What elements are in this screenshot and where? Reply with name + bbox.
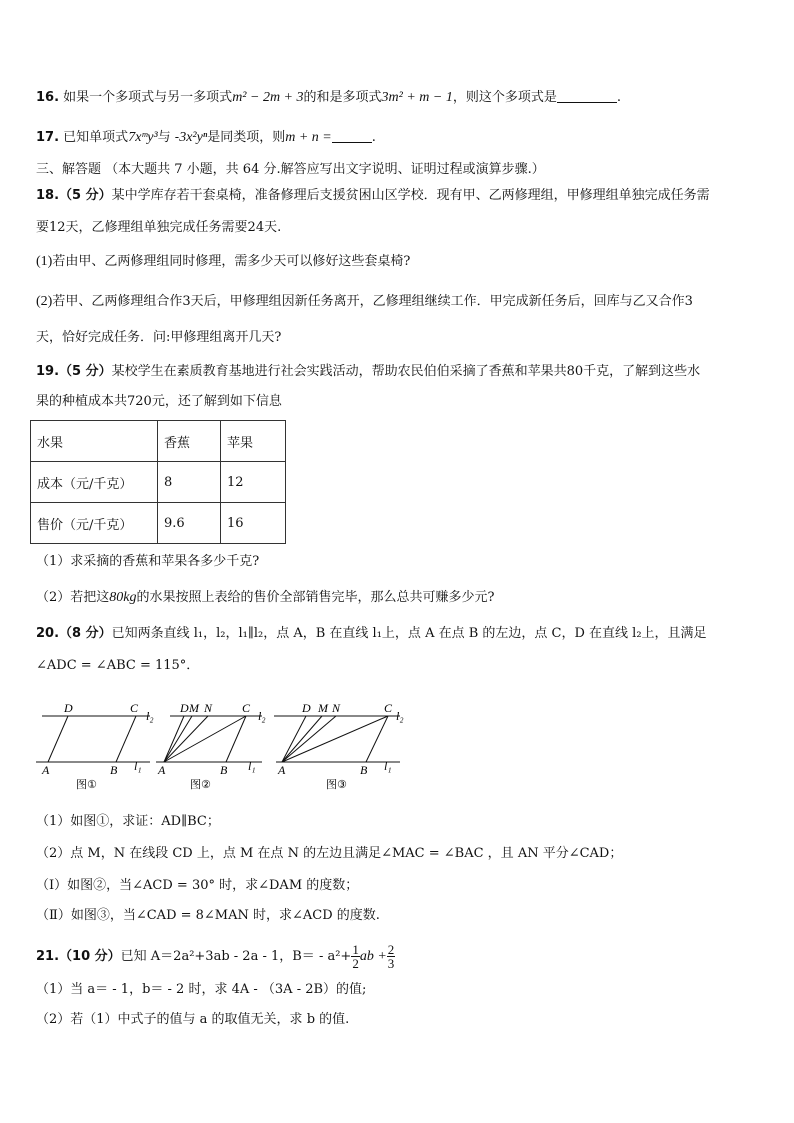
numerator: 2 xyxy=(387,942,395,957)
question-text: 若甲、乙两修理组合作3天后，甲修理组因新任务离开，乙修理组继续工作．甲完成新任务后，回库与乙又合作3 xyxy=(52,294,693,309)
question-16 xyxy=(36,88,621,108)
question-20-sub1: （1）如图①，求证：AD∥BC； xyxy=(36,814,220,829)
question-text: 已知两条直线 l₁，l₂，l₁∥l₂，点 A，B 在直线 l₁上，点 A 在点 B 的左边，点 C，D 在直线 l₂上，且满足 xyxy=(111,626,707,641)
question-20-sub2: （2）点 M，N 在线段 CD 上，点 M 在点 N 的左边且满足∠MAC = ∠BAC ，且 AN 平分∠CAD； xyxy=(36,846,623,861)
question-text: 如果一个多项式与另一多项式 xyxy=(63,90,233,105)
question-number: 17. xyxy=(36,130,60,145)
segment-an xyxy=(164,716,208,762)
line-label: l₂ xyxy=(146,709,154,723)
segment-ad xyxy=(48,716,68,762)
question-21-line1 xyxy=(36,940,395,974)
segment-bc xyxy=(116,716,136,762)
math-expression: 7xᵐy³ xyxy=(128,130,158,145)
figure-caption: 图② xyxy=(190,778,211,791)
segment-ad xyxy=(164,716,184,762)
question-21-sub1: （1）当 a＝ - 1，b＝ - 2 时，求 4A - （3A - 2B）的值; xyxy=(36,982,367,997)
fraction xyxy=(387,943,396,970)
point-label: B xyxy=(220,763,228,777)
segment-bc xyxy=(226,716,246,762)
line-label: l₁ xyxy=(248,759,256,773)
question-18-line1 xyxy=(36,186,710,206)
question-number: 21.（10 分） xyxy=(36,949,121,964)
line-label: l₂ xyxy=(258,709,266,723)
question-text: 某校学生在素质教育基地进行社会实践活动，帮助农民伯伯采摘了香蕉和苹果共80千克，了解到这些水 xyxy=(111,364,701,379)
math-expression: m + n = xyxy=(285,130,332,145)
math-expression: 3x²yⁿ xyxy=(179,130,208,145)
punctuation: . xyxy=(616,90,621,105)
segment-an xyxy=(282,716,336,762)
answer-blank[interactable] xyxy=(557,88,617,103)
table-cell: 8 xyxy=(158,462,221,503)
point-label: C xyxy=(242,701,251,715)
question-text: （2）若把这 xyxy=(36,590,110,605)
figure-caption: 图③ xyxy=(326,778,347,791)
section-heading: 三、解答题 （本大题共 7 小题，共 64 分.解答应写出文字说明、证明过程或演算步骤.） xyxy=(36,162,545,177)
fruit-info-table xyxy=(30,420,286,544)
question-20-sub2-i: （Ⅰ）如图②，当∠ACD = 30° 时，求∠DAM 的度数； xyxy=(36,878,359,893)
table-cell: 9.6 xyxy=(158,503,221,544)
question-21-sub2: （2）若（1）中式子的值与 a 的取值无关，求 b 的值. xyxy=(36,1012,350,1027)
point-label: C xyxy=(384,701,393,715)
line-label: l₂ xyxy=(396,709,404,723)
segment-ac xyxy=(282,716,388,762)
question-18-part2-cont: 天，恰好完成任务．问:甲修理组离开几天? xyxy=(36,330,282,345)
part-number: (1) xyxy=(36,254,53,269)
segment-bc xyxy=(366,716,388,762)
segment-ac xyxy=(164,716,246,762)
math-expression: ab + xyxy=(359,949,387,964)
figure-3 xyxy=(274,701,404,791)
table-cell: 16 xyxy=(221,503,286,544)
table-cell: 12 xyxy=(221,462,286,503)
question-19-line1 xyxy=(36,362,700,382)
math-expression: 80kg xyxy=(109,590,137,605)
point-label: N xyxy=(204,701,213,715)
table-row xyxy=(31,462,286,503)
question-number: 18.（5 分） xyxy=(36,188,112,203)
table-cell: 售价（元/千克） xyxy=(31,503,158,544)
answer-blank[interactable] xyxy=(332,128,372,143)
question-19-sub2 xyxy=(36,588,494,608)
line-label: l₁ xyxy=(384,759,392,773)
table-header-cell: 水果 xyxy=(31,421,158,462)
figure-1 xyxy=(36,701,154,791)
question-text: 的水果按照上表给的售价全部销售完毕，那么总共可赚多少元? xyxy=(136,590,495,605)
denominator: 3 xyxy=(387,956,395,971)
question-text: 若由甲、乙两修理组同时修理，需多少天可以修好这些套桌椅? xyxy=(52,254,411,269)
point-label: D xyxy=(302,701,311,715)
question-text: 某中学库存若干套桌椅，准备修理后支援贫困山区学校．现有甲、乙两修理组，甲修理组单独完成任务需 xyxy=(111,188,710,203)
question-text: 与 - xyxy=(157,130,180,145)
point-label: N xyxy=(332,701,341,715)
denominator: 2 xyxy=(352,956,359,971)
point-label: M xyxy=(318,701,328,715)
question-18-part2 xyxy=(36,292,693,312)
part-number: (2) xyxy=(36,294,53,309)
table-header-cell: 香蕉 xyxy=(158,421,221,462)
math-expression: 已知 A＝2a²+3ab - 2a - 1，B＝ - a²+ xyxy=(120,949,352,964)
point-label: C xyxy=(130,701,139,715)
question-20-sub2-ii: （Ⅱ）如图③，当∠CAD = 8∠MAN 时，求∠ACD 的度数. xyxy=(36,908,380,923)
table-row xyxy=(31,503,286,544)
question-number: 19.（5 分） xyxy=(36,364,112,379)
math-expression: 3m² + m − 1 xyxy=(381,90,453,105)
figure-caption: 图① xyxy=(76,778,97,791)
punctuation: . xyxy=(371,130,376,145)
table-header-row xyxy=(31,421,286,462)
point-label: D xyxy=(180,701,189,715)
question-text: 的和是多项式 xyxy=(303,90,382,105)
question-19-sub1: （1）求采摘的香蕉和苹果各多少千克? xyxy=(36,554,260,569)
point-label: D xyxy=(64,701,73,715)
table-header-cell: 苹果 xyxy=(221,421,286,462)
numerator: 1 xyxy=(352,942,359,957)
question-text: 已知单项式 xyxy=(63,130,129,145)
point-label: M xyxy=(189,701,199,715)
point-label: A xyxy=(278,763,286,777)
figure-2 xyxy=(156,701,266,791)
point-label: A xyxy=(42,763,50,777)
table-cell: 成本（元/千克） xyxy=(31,462,158,503)
question-20-line2: ∠ADC = ∠ABC = 115°． xyxy=(36,658,200,673)
question-19-line2: 果的种植成本共720元，还了解到如下信息 xyxy=(36,394,282,409)
question-18-line2: 要12天，乙修理组单独完成任务需要24天. xyxy=(36,220,282,235)
fraction xyxy=(351,943,360,970)
question-text: 是同类项，则 xyxy=(207,130,286,145)
question-17 xyxy=(36,128,376,148)
math-expression: m² − 2m + 3 xyxy=(232,90,304,105)
question-number: 16. xyxy=(36,90,60,105)
question-18-part1 xyxy=(36,252,410,272)
point-label: B xyxy=(110,763,118,777)
point-label: A xyxy=(158,763,166,777)
geometry-figures xyxy=(30,696,430,796)
segment-am xyxy=(164,716,192,762)
point-label: B xyxy=(360,763,368,777)
line-label: l₁ xyxy=(134,759,142,773)
question-text: ，则这个多项式是 xyxy=(452,90,557,105)
question-20-line1 xyxy=(36,624,707,644)
question-number: 20.（8 分） xyxy=(36,626,112,641)
